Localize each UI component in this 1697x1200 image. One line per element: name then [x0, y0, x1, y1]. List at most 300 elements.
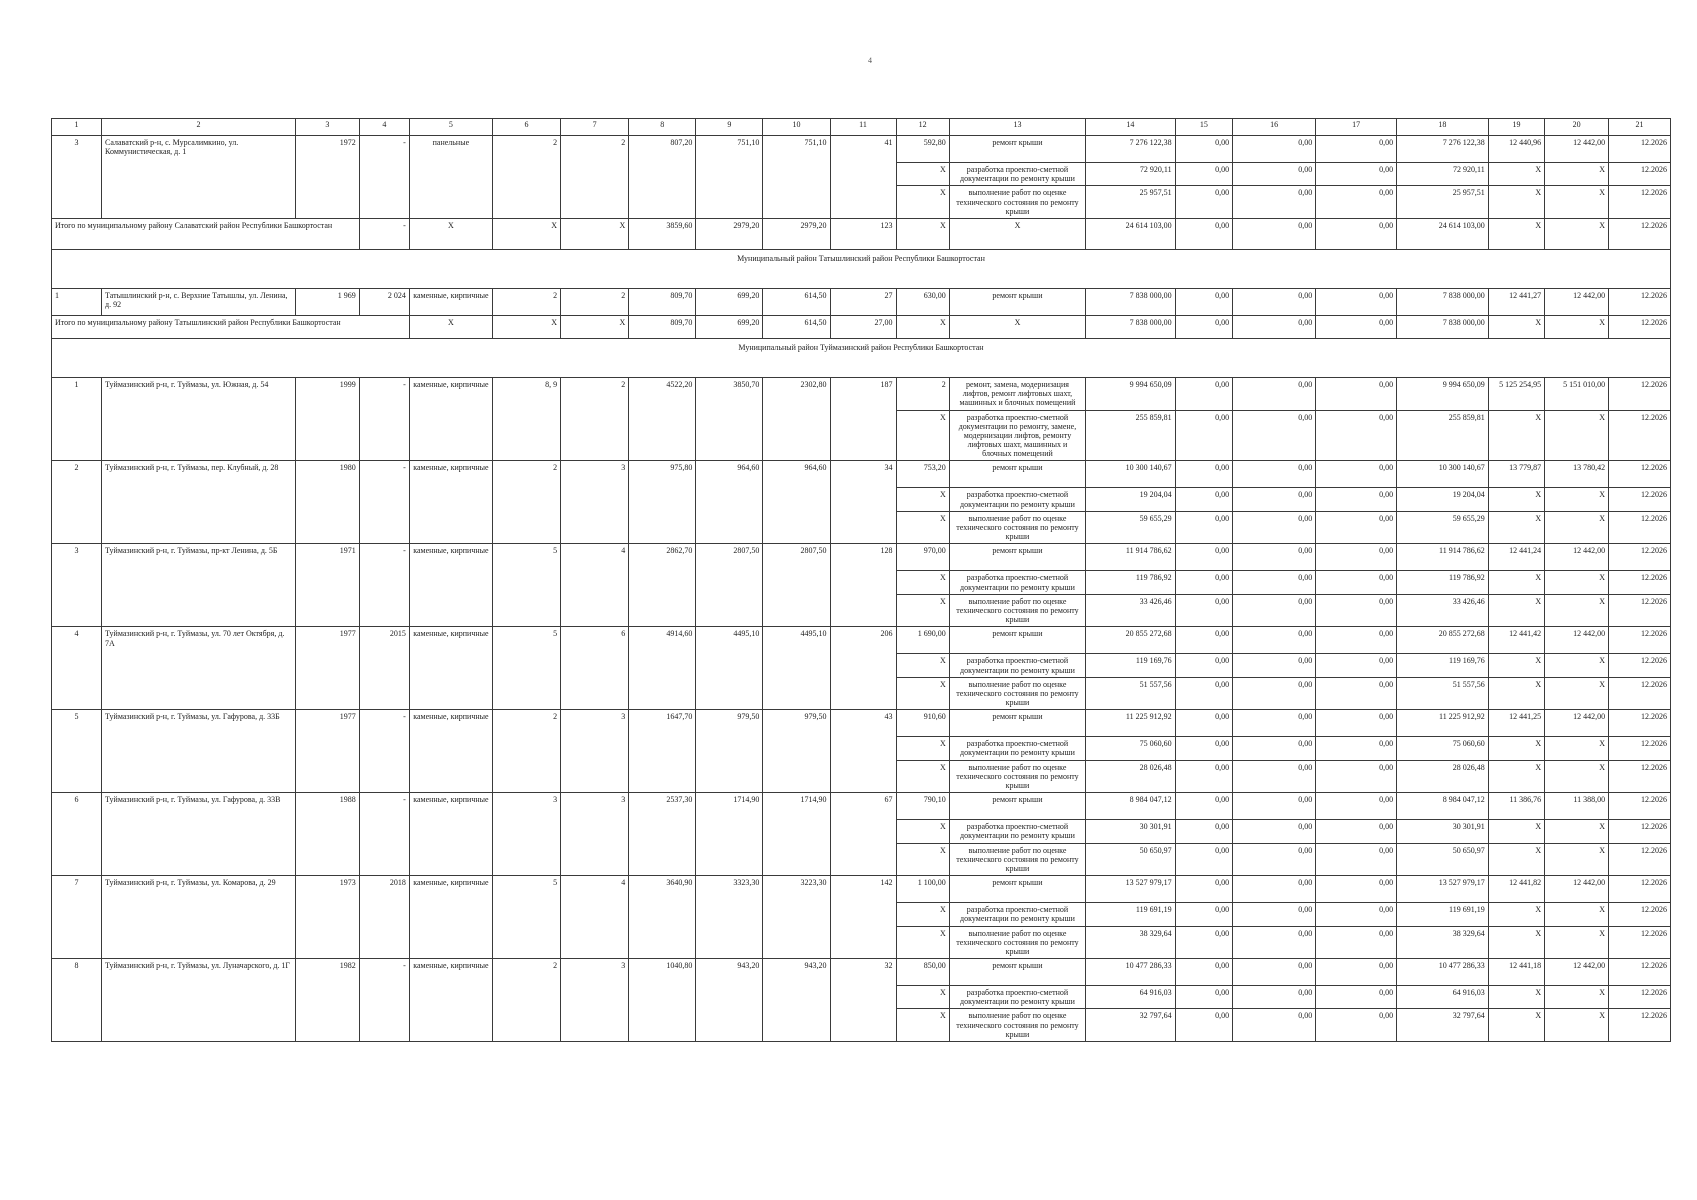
row-number: 6 [52, 793, 102, 876]
x-cell: X [1545, 737, 1609, 760]
x-cell: X [1545, 677, 1609, 710]
residents-cell: 67 [830, 793, 896, 876]
x-cell: X [1488, 410, 1544, 461]
year-cell: 1973 [295, 876, 359, 959]
fund-cost-cell: 33 426,46 [1397, 594, 1489, 627]
district-heading-row [52, 249, 1671, 288]
residents-cell: 123 [830, 218, 896, 249]
fund-cost-cell: 11 914 786,62 [1397, 544, 1489, 571]
page-number: 4 [868, 56, 872, 65]
x-cell: X [1488, 737, 1544, 760]
zero-cell: 0,00 [1316, 959, 1397, 986]
fund-cost-cell: 75 060,60 [1397, 737, 1489, 760]
address-cell: Татышлинский р-н, с. Верхние Татышлы, ул. Ленина, д. 92 [102, 288, 296, 315]
zero-cell: 0,00 [1233, 793, 1316, 820]
unit-cost-cell: 13 779,87 [1488, 461, 1544, 488]
zero-cell: 0,00 [1233, 986, 1316, 1009]
x-cell: X [1545, 315, 1609, 338]
x-cell: X [896, 218, 949, 249]
total-cost-cell: 25 957,51 [1086, 186, 1175, 219]
area-cell: 809,70 [629, 315, 696, 338]
deadline-cell: 12.2026 [1609, 710, 1671, 737]
work-type-cell: разработка проектно-сметной документации по ремонту, замене, модернизации лифтов, ремонту лифтовых шахт, машинных и блочных помещений [949, 410, 1085, 461]
total-cost-cell: 28 026,48 [1086, 760, 1175, 793]
zero-cell: 0,00 [1233, 876, 1316, 903]
x-cell: X [1545, 488, 1609, 511]
entrances-cell: 3 [561, 959, 629, 1042]
row-number: 3 [52, 544, 102, 627]
zero-cell: 0,00 [1175, 1009, 1233, 1042]
max-unit-cost-cell: 11 388,00 [1545, 793, 1609, 820]
deadline-cell: 12.2026 [1609, 760, 1671, 793]
total-cost-cell: 20 855 272,68 [1086, 627, 1175, 654]
work-type-cell: выполнение работ по оценке технического состояния по ремонту крыши [949, 511, 1085, 544]
zero-cell: 0,00 [1175, 903, 1233, 926]
zero-cell: 0,00 [1175, 218, 1233, 249]
residents-cell: 32 [830, 959, 896, 1042]
walls-cell: панельные [409, 136, 492, 219]
x-cell: X [896, 410, 949, 461]
zero-cell: 0,00 [1233, 410, 1316, 461]
floors-cell: 2 [492, 461, 560, 544]
total-cost-cell: 8 984 047,12 [1086, 793, 1175, 820]
x-cell: X [1545, 843, 1609, 876]
zero-cell: 0,00 [1316, 654, 1397, 677]
area-cell: 2807,50 [696, 544, 763, 627]
zero-cell: 0,00 [1316, 218, 1397, 249]
walls-cell: каменные, кирпичные [409, 793, 492, 876]
x-cell: X [409, 218, 492, 249]
work-type-cell: разработка проектно-сметной документации по ремонту крыши [949, 163, 1085, 186]
reconstruction-year-cell: - [359, 461, 409, 544]
deadline-cell: 12.2026 [1609, 926, 1671, 959]
walls-cell: каменные, кирпичные [409, 627, 492, 710]
district-total-row [52, 315, 1671, 338]
table-row [52, 876, 1671, 903]
zero-cell: 0,00 [1175, 760, 1233, 793]
col-num: 4 [359, 119, 409, 136]
zero-cell: 0,00 [1175, 186, 1233, 219]
zero-cell: 0,00 [1175, 986, 1233, 1009]
total-cost-cell: 51 557,56 [1086, 677, 1175, 710]
floors-cell: 5 [492, 627, 560, 710]
x-cell: X [1545, 654, 1609, 677]
deadline-cell: 12.2026 [1609, 903, 1671, 926]
walls-cell: каменные, кирпичные [409, 959, 492, 1042]
x-cell: X [896, 820, 949, 843]
col-num: 7 [561, 119, 629, 136]
zero-cell: 0,00 [1316, 710, 1397, 737]
residents-cell: 43 [830, 710, 896, 793]
year-cell: 1977 [295, 710, 359, 793]
total-cost-cell: 7 276 122,38 [1086, 136, 1175, 163]
zero-cell: 0,00 [1233, 218, 1316, 249]
total-cost-cell: 30 301,91 [1086, 820, 1175, 843]
x-cell: X [896, 186, 949, 219]
row-number: 4 [52, 627, 102, 710]
zero-cell: 0,00 [1233, 594, 1316, 627]
work-type-cell: выполнение работ по оценке технического состояния по ремонту крыши [949, 926, 1085, 959]
fund-cost-cell: 119 786,92 [1397, 571, 1489, 594]
x-cell: X [1488, 571, 1544, 594]
area-cell: 751,10 [696, 136, 763, 219]
entrances-cell: 2 [561, 136, 629, 219]
deadline-cell: 12.2026 [1609, 1009, 1671, 1042]
total-cost-cell: 119 691,19 [1086, 903, 1175, 926]
table-row [52, 793, 1671, 820]
address-cell: Туймазинский р-н, г. Туймазы, ул. Южная, д. 54 [102, 377, 296, 461]
area-cell: 943,20 [763, 959, 830, 1042]
max-unit-cost-cell: 12 442,00 [1545, 288, 1609, 315]
deadline-cell: 12.2026 [1609, 627, 1671, 654]
volume-cell: 910,60 [896, 710, 949, 737]
reconstruction-year-cell: 2018 [359, 876, 409, 959]
work-type-cell: разработка проектно-сметной документации по ремонту крыши [949, 986, 1085, 1009]
reconstruction-year-cell: - [359, 793, 409, 876]
reconstruction-year-cell: - [359, 710, 409, 793]
x-cell: X [1488, 654, 1544, 677]
work-type-cell: разработка проектно-сметной документации по ремонту крыши [949, 737, 1085, 760]
x-cell: X [1488, 903, 1544, 926]
zero-cell: 0,00 [1175, 511, 1233, 544]
work-type-cell: разработка проектно-сметной документации по ремонту крыши [949, 820, 1085, 843]
unit-cost-cell: 5 125 254,95 [1488, 377, 1544, 410]
fund-cost-cell: 10 477 286,33 [1397, 959, 1489, 986]
zero-cell: 0,00 [1175, 377, 1233, 410]
work-type-cell: ремонт крыши [949, 876, 1085, 903]
x-cell: X [561, 218, 629, 249]
walls-cell: каменные, кирпичные [409, 544, 492, 627]
address-cell: Салаватский р-н, с. Мурсалимкино, ул. Коммунистическая, д. 1 [102, 136, 296, 219]
area-cell: 699,20 [696, 315, 763, 338]
zero-cell: 0,00 [1233, 315, 1316, 338]
table-row [52, 136, 1671, 163]
fund-cost-cell: 11 225 912,92 [1397, 710, 1489, 737]
x-cell: X [1545, 163, 1609, 186]
zero-cell: 0,00 [1175, 710, 1233, 737]
entrances-cell: 3 [561, 793, 629, 876]
zero-cell: 0,00 [1233, 511, 1316, 544]
row-number: 1 [52, 377, 102, 461]
fund-cost-cell: 10 300 140,67 [1397, 461, 1489, 488]
row-number: 7 [52, 876, 102, 959]
area-cell: 2537,30 [629, 793, 696, 876]
residents-cell: 142 [830, 876, 896, 959]
work-type-cell: ремонт крыши [949, 288, 1085, 315]
walls-cell: каменные, кирпичные [409, 710, 492, 793]
address-cell: Туймазинский р-н, г. Туймазы, ул. Гафурова, д. 33В [102, 793, 296, 876]
x-cell: X [1545, 820, 1609, 843]
deadline-cell: 12.2026 [1609, 876, 1671, 903]
x-cell: X [896, 737, 949, 760]
reconstruction-year-cell: - [359, 544, 409, 627]
zero-cell: 0,00 [1233, 571, 1316, 594]
area-cell: 751,10 [763, 136, 830, 219]
work-type-cell: разработка проектно-сметной документации по ремонту крыши [949, 571, 1085, 594]
zero-cell: 0,00 [1316, 186, 1397, 219]
reconstruction-year-cell: - [359, 218, 409, 249]
x-cell: X [1488, 186, 1544, 219]
zero-cell: 0,00 [1233, 760, 1316, 793]
deadline-cell: 12.2026 [1609, 410, 1671, 461]
zero-cell: 0,00 [1316, 1009, 1397, 1042]
total-cost-cell: 13 527 979,17 [1086, 876, 1175, 903]
row-number: 1 [52, 288, 102, 315]
max-unit-cost-cell: 12 442,00 [1545, 959, 1609, 986]
deadline-cell: 12.2026 [1609, 820, 1671, 843]
zero-cell: 0,00 [1233, 461, 1316, 488]
fund-cost-cell: 255 859,81 [1397, 410, 1489, 461]
residents-cell: 187 [830, 377, 896, 461]
zero-cell: 0,00 [1316, 377, 1397, 410]
x-cell: X [896, 488, 949, 511]
x-cell: X [1488, 511, 1544, 544]
work-type-cell: ремонт крыши [949, 793, 1085, 820]
x-cell: X [1545, 218, 1609, 249]
zero-cell: 0,00 [1316, 315, 1397, 338]
zero-cell: 0,00 [1233, 654, 1316, 677]
total-cost-cell: 119 169,76 [1086, 654, 1175, 677]
x-cell: X [1488, 594, 1544, 627]
deadline-cell: 12.2026 [1609, 986, 1671, 1009]
column-number-row [52, 119, 1671, 136]
zero-cell: 0,00 [1175, 876, 1233, 903]
fund-cost-cell: 7 838 000,00 [1397, 315, 1489, 338]
unit-cost-cell: 12 440,96 [1488, 136, 1544, 163]
floors-cell: 8, 9 [492, 377, 560, 461]
work-type-cell: выполнение работ по оценке технического состояния по ремонту крыши [949, 1009, 1085, 1042]
fund-cost-cell: 32 797,64 [1397, 1009, 1489, 1042]
work-type-cell: ремонт крыши [949, 710, 1085, 737]
total-cost-cell: 119 786,92 [1086, 571, 1175, 594]
x-cell: X [896, 926, 949, 959]
col-num: 14 [1086, 119, 1175, 136]
fund-cost-cell: 7 838 000,00 [1397, 288, 1489, 315]
max-unit-cost-cell: 12 442,00 [1545, 544, 1609, 571]
x-cell: X [1488, 488, 1544, 511]
unit-cost-cell: 12 441,27 [1488, 288, 1544, 315]
work-type-cell: выполнение работ по оценке технического состояния по ремонту крыши [949, 843, 1085, 876]
reconstruction-year-cell: 2015 [359, 627, 409, 710]
zero-cell: 0,00 [1316, 627, 1397, 654]
area-cell: 3323,30 [696, 876, 763, 959]
zero-cell: 0,00 [1233, 186, 1316, 219]
reconstruction-year-cell: 2 024 [359, 288, 409, 315]
total-cost-cell: 11 914 786,62 [1086, 544, 1175, 571]
max-unit-cost-cell: 13 780,42 [1545, 461, 1609, 488]
zero-cell: 0,00 [1316, 986, 1397, 1009]
address-cell: Туймазинский р-н, г. Туймазы, пр-кт Ленина, д. 5Б [102, 544, 296, 627]
zero-cell: 0,00 [1175, 654, 1233, 677]
zero-cell: 0,00 [1316, 594, 1397, 627]
fund-cost-cell: 72 920,11 [1397, 163, 1489, 186]
area-cell: 2979,20 [763, 218, 830, 249]
zero-cell: 0,00 [1175, 959, 1233, 986]
zero-cell: 0,00 [1316, 903, 1397, 926]
max-unit-cost-cell: 5 151 010,00 [1545, 377, 1609, 410]
zero-cell: 0,00 [1175, 163, 1233, 186]
x-cell: X [1488, 760, 1544, 793]
x-cell: X [1545, 410, 1609, 461]
zero-cell: 0,00 [1175, 288, 1233, 315]
work-type-cell: разработка проектно-сметной документации по ремонту крыши [949, 903, 1085, 926]
volume-cell: 970,00 [896, 544, 949, 571]
year-cell: 1 969 [295, 288, 359, 315]
x-cell: X [1545, 1009, 1609, 1042]
volume-cell: 630,00 [896, 288, 949, 315]
work-type-cell: разработка проектно-сметной документации по ремонту крыши [949, 654, 1085, 677]
table-row [52, 544, 1671, 571]
x-cell: X [1545, 594, 1609, 627]
address-cell: Туймазинский р-н, г. Туймазы, ул. Гафурова, д. 33Б [102, 710, 296, 793]
fund-cost-cell: 64 916,03 [1397, 986, 1489, 1009]
table-row [52, 710, 1671, 737]
area-cell: 699,20 [696, 288, 763, 315]
area-cell: 3859,60 [629, 218, 696, 249]
zero-cell: 0,00 [1316, 926, 1397, 959]
x-cell: X [492, 315, 560, 338]
zero-cell: 0,00 [1175, 544, 1233, 571]
floors-cell: 5 [492, 544, 560, 627]
col-num: 19 [1488, 119, 1544, 136]
area-cell: 2862,70 [629, 544, 696, 627]
district-heading: Муниципальный район Туймазинский район Республики Башкортостан [52, 338, 1671, 377]
unit-cost-cell: 12 441,42 [1488, 627, 1544, 654]
fund-cost-cell: 7 276 122,38 [1397, 136, 1489, 163]
zero-cell: 0,00 [1316, 571, 1397, 594]
area-cell: 1714,90 [696, 793, 763, 876]
work-type-cell: ремонт крыши [949, 959, 1085, 986]
floors-cell: 3 [492, 793, 560, 876]
fund-cost-cell: 28 026,48 [1397, 760, 1489, 793]
col-num: 3 [295, 119, 359, 136]
row-number: 2 [52, 461, 102, 544]
district-heading: Муниципальный район Татышлинский район Республики Башкортостан [52, 249, 1671, 288]
x-cell: X [896, 986, 949, 1009]
area-cell: 4522,20 [629, 377, 696, 461]
zero-cell: 0,00 [1175, 488, 1233, 511]
floors-cell: 5 [492, 876, 560, 959]
deadline-cell: 12.2026 [1609, 488, 1671, 511]
unit-cost-cell: 12 441,18 [1488, 959, 1544, 986]
work-type-cell: выполнение работ по оценке технического состояния по ремонту крыши [949, 186, 1085, 219]
x-cell: X [896, 843, 949, 876]
table-row [52, 461, 1671, 488]
zero-cell: 0,00 [1175, 737, 1233, 760]
area-cell: 3850,70 [696, 377, 763, 461]
col-num: 9 [696, 119, 763, 136]
x-cell: X [896, 760, 949, 793]
x-cell: X [1488, 163, 1544, 186]
floors-cell: 2 [492, 288, 560, 315]
year-cell: 1977 [295, 627, 359, 710]
unit-cost-cell: 11 386,76 [1488, 793, 1544, 820]
zero-cell: 0,00 [1316, 410, 1397, 461]
area-cell: 809,70 [629, 288, 696, 315]
max-unit-cost-cell: 12 442,00 [1545, 876, 1609, 903]
fund-cost-cell: 50 650,97 [1397, 843, 1489, 876]
area-cell: 2302,80 [763, 377, 830, 461]
zero-cell: 0,00 [1233, 959, 1316, 986]
total-cost-cell: 10 477 286,33 [1086, 959, 1175, 986]
volume-cell: 2 [896, 377, 949, 410]
work-type-cell: ремонт крыши [949, 544, 1085, 571]
x-cell: X [896, 315, 949, 338]
volume-cell: 753,20 [896, 461, 949, 488]
zero-cell: 0,00 [1175, 136, 1233, 163]
zero-cell: 0,00 [1233, 710, 1316, 737]
x-cell: X [1545, 186, 1609, 219]
deadline-cell: 12.2026 [1609, 461, 1671, 488]
total-cost-cell: 32 797,64 [1086, 1009, 1175, 1042]
row-number: 8 [52, 959, 102, 1042]
fund-cost-cell: 8 984 047,12 [1397, 793, 1489, 820]
deadline-cell: 12.2026 [1609, 677, 1671, 710]
zero-cell: 0,00 [1175, 627, 1233, 654]
fund-cost-cell: 13 527 979,17 [1397, 876, 1489, 903]
deadline-cell: 12.2026 [1609, 315, 1671, 338]
deadline-cell: 12.2026 [1609, 959, 1671, 986]
total-cost-cell: 7 838 000,00 [1086, 315, 1175, 338]
zero-cell: 0,00 [1316, 511, 1397, 544]
volume-cell: 790,10 [896, 793, 949, 820]
residents-cell: 27 [830, 288, 896, 315]
unit-cost-cell: 12 441,25 [1488, 710, 1544, 737]
entrances-cell: 2 [561, 377, 629, 461]
residents-cell: 206 [830, 627, 896, 710]
residents-cell: 128 [830, 544, 896, 627]
col-num: 2 [102, 119, 296, 136]
volume-cell: 1 100,00 [896, 876, 949, 903]
area-cell: 614,50 [763, 315, 830, 338]
zero-cell: 0,00 [1175, 820, 1233, 843]
area-cell: 1040,80 [629, 959, 696, 1042]
zero-cell: 0,00 [1233, 136, 1316, 163]
walls-cell: каменные, кирпичные [409, 876, 492, 959]
table-row [52, 959, 1671, 986]
zero-cell: 0,00 [1316, 488, 1397, 511]
zero-cell: 0,00 [1316, 820, 1397, 843]
year-cell: 1988 [295, 793, 359, 876]
zero-cell: 0,00 [1175, 410, 1233, 461]
walls-cell: каменные, кирпичные [409, 377, 492, 461]
col-num: 20 [1545, 119, 1609, 136]
x-cell: X [1545, 760, 1609, 793]
total-cost-cell: 19 204,04 [1086, 488, 1175, 511]
zero-cell: 0,00 [1316, 288, 1397, 315]
total-cost-cell: 75 060,60 [1086, 737, 1175, 760]
zero-cell: 0,00 [1316, 876, 1397, 903]
district-total-label: Итого по муниципальному району Салаватский район Республики Башкортостан [52, 218, 360, 249]
x-cell: X [1488, 986, 1544, 1009]
x-cell: X [896, 677, 949, 710]
area-cell: 3640,90 [629, 876, 696, 959]
total-cost-cell: 24 614 103,00 [1086, 218, 1175, 249]
col-num: 21 [1609, 119, 1671, 136]
x-cell: X [492, 218, 560, 249]
deadline-cell: 12.2026 [1609, 654, 1671, 677]
floors-cell: 2 [492, 710, 560, 793]
x-cell: X [896, 903, 949, 926]
zero-cell: 0,00 [1316, 136, 1397, 163]
deadline-cell: 12.2026 [1609, 737, 1671, 760]
col-num: 15 [1175, 119, 1233, 136]
fund-cost-cell: 38 329,64 [1397, 926, 1489, 959]
work-type-cell: выполнение работ по оценке технического состояния по ремонту крыши [949, 594, 1085, 627]
year-cell: 1972 [295, 136, 359, 219]
max-unit-cost-cell: 12 442,00 [1545, 627, 1609, 654]
x-cell: X [896, 654, 949, 677]
